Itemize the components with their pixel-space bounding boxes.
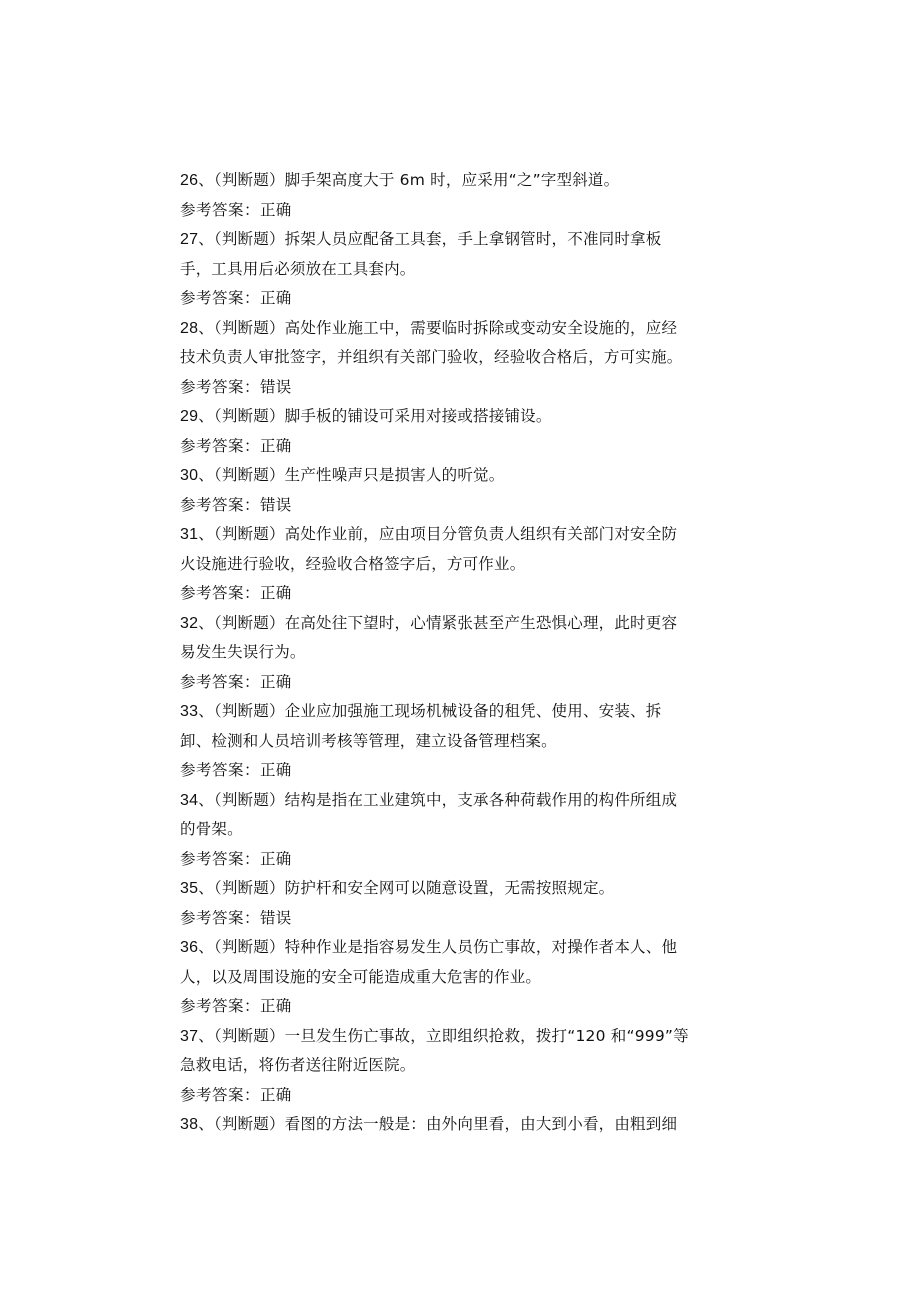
question-text: 、（判断题）防护杆和安全网可以随意设置，无需按照规定。 (198, 879, 615, 897)
answer-value: 正确 (260, 289, 292, 307)
answer-34 (180, 845, 732, 875)
answer-value: 正确 (260, 584, 292, 602)
answer-31 (180, 579, 732, 609)
answer-label: 参考答案： (180, 200, 261, 219)
question-text: 、（判断题）企业应加强施工现场机械设备的租凭、使用、安装、拆 (198, 702, 662, 720)
question-number: 34 (180, 791, 199, 809)
question-30 (180, 461, 732, 491)
answer-label: 参考答案： (180, 997, 261, 1015)
question-text: 、（判断题）脚手架高度大于 6m 时，应采用“之”字型斜道。 (198, 171, 620, 189)
answer-26 (180, 196, 732, 226)
question-number: 35 (180, 880, 199, 897)
question-36-continued (180, 963, 732, 993)
question-28-continued (180, 343, 732, 373)
question-number: 37 (180, 1027, 199, 1045)
question-text: 、（判断题）脚手板的铺设可采用对接或搭接铺设。 (198, 407, 552, 425)
question-number: 27 (180, 231, 199, 248)
question-number: 32 (180, 614, 199, 632)
question-31 (180, 520, 732, 550)
answer-27 (180, 284, 732, 314)
question-text: 、（判断题）生产性噪声只是损害人的听觉。 (198, 466, 505, 484)
answer-label: 参考答案： (180, 584, 261, 602)
question-text: 手，工具用后必须放在工具套内。 (180, 259, 416, 278)
question-number: 29 (180, 408, 199, 425)
question-27 (180, 225, 732, 255)
question-37 (180, 1022, 732, 1052)
question-number: 30 (180, 467, 199, 484)
answer-28 (180, 373, 732, 403)
answer-label: 参考答案： (180, 672, 261, 691)
question-35 (180, 874, 732, 904)
question-text: 、（判断题）高处作业前，应由项目分管负责人组织有关部门对安全防 (198, 525, 678, 543)
answer-33 (180, 756, 732, 786)
question-text: 急救电话，将伤者送往附近医院。 (180, 1056, 416, 1074)
question-28 (180, 314, 732, 344)
answer-32 (180, 668, 732, 698)
answer-value: 错误 (260, 908, 292, 927)
question-37-continued (180, 1051, 732, 1081)
question-text: 火设施进行验收，经验收合格签字后，方可作业。 (180, 554, 526, 573)
question-text: 人，以及周围设施的安全可能造成重大危害的作业。 (180, 967, 542, 986)
question-number: 26 (180, 172, 199, 189)
question-29 (180, 402, 732, 432)
question-text: 的骨架。 (180, 820, 243, 838)
answer-label: 参考答案： (180, 1085, 261, 1104)
question-text: 、（判断题）在高处往下望时，心情紧张甚至产生恐惧心理，此时更容 (198, 613, 678, 632)
answer-35 (180, 904, 732, 934)
answer-value: 错误 (260, 377, 292, 396)
question-text: 、（判断题）特种作业是指容易发生人员伤亡事故，对操作者本人、他 (198, 938, 678, 956)
question-number: 33 (180, 703, 199, 720)
answer-value: 正确 (260, 436, 292, 455)
question-32 (180, 609, 732, 639)
question-text: 、（判断题）一旦发生伤亡事故，立即组织抢救，拨打“120 和“999”等 (198, 1026, 689, 1045)
answer-value: 正确 (260, 849, 292, 868)
question-number: 31 (180, 526, 199, 543)
question-31-continued (180, 550, 732, 580)
answer-29 (180, 432, 732, 462)
question-36 (180, 933, 732, 963)
answer-value: 错误 (260, 495, 292, 514)
answer-36 (180, 992, 732, 1022)
question-27-continued (180, 255, 732, 285)
answer-value: 正确 (260, 761, 292, 779)
question-text: 、（判断题）看图的方法一般是：由外向里看，由大到小看，由粗到细 (198, 1115, 678, 1133)
question-34 (180, 786, 732, 816)
question-number: 28 (180, 319, 199, 337)
answer-value: 正确 (260, 672, 292, 691)
question-text: 易发生失误行为。 (180, 643, 306, 661)
question-34-continued (180, 815, 732, 845)
answer-30 (180, 491, 732, 521)
question-text: 技术负责人审批签字，并组织有关部门验收，经验收合格后，方可实施。 (180, 348, 683, 366)
question-26 (180, 166, 732, 196)
answer-label: 参考答案： (180, 289, 261, 307)
question-number: 36 (180, 939, 199, 956)
answer-label: 参考答案： (180, 849, 261, 868)
question-list (180, 166, 732, 1140)
question-33 (180, 697, 732, 727)
question-number: 38 (180, 1116, 199, 1133)
answer-label: 参考答案： (180, 436, 261, 455)
answer-label: 参考答案： (180, 761, 261, 779)
answer-label: 参考答案： (180, 377, 261, 396)
answer-label: 参考答案： (180, 908, 261, 927)
answer-value: 正确 (260, 200, 292, 219)
answer-value: 正确 (260, 1085, 292, 1104)
answer-label: 参考答案： (180, 495, 261, 514)
question-text: 、（判断题）拆架人员应配备工具套，手上拿钢管时，不准同时拿板 (198, 230, 662, 248)
question-text: 、（判断题）高处作业施工中，需要临时拆除或变动安全设施的，应经 (198, 318, 678, 337)
answer-value: 正确 (260, 997, 292, 1015)
question-38 (180, 1110, 732, 1140)
question-32-continued (180, 638, 732, 668)
question-text: 、（判断题）结构是指在工业建筑中，支承各种荷载作用的构件所组成 (198, 790, 678, 809)
question-text: 卸、检测和人员培训考核等管理，建立设备管理档案。 (180, 731, 557, 750)
answer-37 (180, 1081, 732, 1111)
question-33-continued (180, 727, 732, 757)
